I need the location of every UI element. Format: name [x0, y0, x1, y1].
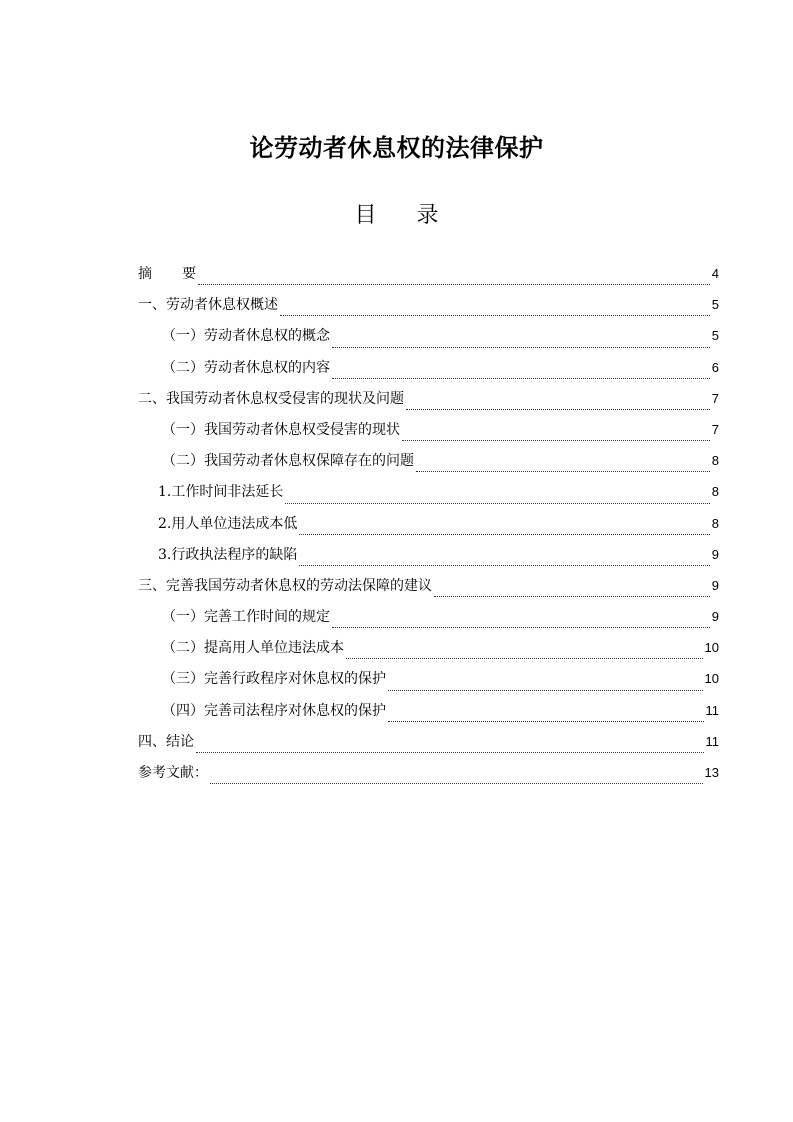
- toc-page-number: 11: [705, 733, 719, 749]
- toc-page-number: 8: [711, 484, 719, 500]
- toc-entry[interactable]: [138, 357, 719, 388]
- toc-entry[interactable]: [138, 575, 719, 606]
- dot-leader: [198, 283, 710, 285]
- toc-entry-label: （二）我国劳动者休息权保障存在的问题: [162, 453, 414, 470]
- toc-page-number: 7: [711, 421, 719, 437]
- toc-entry-label: 一、劳动者休息权概述: [138, 297, 278, 314]
- toc-entry[interactable]: [138, 544, 719, 575]
- toc-page-number: 4: [711, 266, 719, 281]
- toc-entry[interactable]: [138, 606, 719, 637]
- toc-entry[interactable]: [138, 637, 719, 668]
- toc-entry[interactable]: [138, 419, 719, 450]
- dot-leader: [402, 439, 710, 441]
- toc-entry[interactable]: [138, 481, 719, 512]
- dot-leader: [285, 502, 709, 504]
- toc-page-number: 5: [711, 297, 719, 313]
- toc-page-number: 7: [711, 390, 719, 406]
- toc-page-number: 13: [704, 765, 719, 780]
- toc-entry[interactable]: [138, 700, 719, 731]
- toc-entry-abstract[interactable]: [138, 263, 719, 294]
- dot-leader: [388, 689, 703, 691]
- toc-entry[interactable]: [138, 294, 719, 325]
- toc-entry[interactable]: [138, 668, 719, 699]
- toc-entry-label: （二）提高用人单位违法成本: [162, 640, 344, 657]
- dot-leader: [196, 751, 704, 753]
- dot-leader: [434, 595, 710, 597]
- dot-leader: [346, 657, 703, 659]
- toc-entry-label: （二）劳动者休息权的内容: [162, 359, 330, 376]
- table-of-contents: [138, 263, 719, 793]
- dot-leader: [388, 720, 704, 722]
- toc-page-number: 5: [711, 328, 719, 344]
- toc-entry-label: 参考文献：: [138, 765, 208, 781]
- toc-entry[interactable]: [138, 325, 719, 356]
- toc-page-number: 10: [704, 640, 719, 656]
- toc-entry-label: （一）完善工作时间的规定: [162, 609, 330, 626]
- toc-heading: [0, 198, 793, 229]
- toc-entry-label: 2.用人单位违法成本低: [158, 515, 298, 532]
- dot-leader: [299, 533, 709, 535]
- toc-entry-label: （一）劳动者休息权的概念: [162, 328, 330, 345]
- dot-leader: [332, 346, 710, 348]
- toc-page-number: 9: [711, 546, 719, 562]
- toc-label-char-1: 摘: [138, 266, 152, 282]
- toc-entry-label: 1.工作时间非法延长: [158, 484, 284, 501]
- document-title: 论劳动者休息权的法律保护: [249, 134, 544, 162]
- toc-page-number: 9: [711, 609, 719, 625]
- dot-leader: [406, 408, 710, 410]
- toc-entry-label: 三、完善我国劳动者休息权的劳动法保障的建议: [138, 577, 432, 594]
- toc-entry-label: 四、结论: [138, 733, 194, 750]
- toc-entry-label: （四）完善司法程序对休息权的保护: [162, 702, 386, 719]
- toc-entry-label: （三）完善行政程序对休息权的保护: [162, 671, 386, 688]
- dot-leader: [280, 314, 710, 316]
- toc-page-number: 10: [704, 671, 719, 687]
- toc-entry[interactable]: [138, 731, 719, 762]
- toc-entry-label: 二、我国劳动者休息权受侵害的现状及问题: [138, 390, 404, 407]
- dot-leader: [416, 470, 710, 472]
- toc-page-number: 8: [711, 515, 719, 531]
- toc-heading-char-2: 录: [416, 203, 439, 228]
- toc-entry-label: 3.行政执法程序的缺陷: [158, 546, 298, 563]
- toc-heading-char-1: 目: [354, 203, 377, 228]
- toc-entry-label: （一）我国劳动者休息权受侵害的现状: [162, 421, 400, 438]
- toc-entry[interactable]: [138, 388, 719, 419]
- toc-entry-label: [138, 263, 196, 285]
- toc-page-number: 9: [711, 577, 719, 593]
- dot-leader: [332, 377, 710, 379]
- toc-entry[interactable]: [138, 450, 719, 481]
- toc-page-number: 6: [711, 359, 719, 375]
- toc-page-number: 8: [711, 453, 719, 469]
- dot-leader: [332, 626, 710, 628]
- toc-entry[interactable]: [138, 513, 719, 544]
- toc-page-number: 11: [705, 702, 719, 718]
- dot-leader: [210, 782, 703, 784]
- toc-label-char-2: 要: [182, 266, 196, 282]
- toc-entry-references[interactable]: [138, 762, 719, 793]
- dot-leader: [299, 564, 709, 566]
